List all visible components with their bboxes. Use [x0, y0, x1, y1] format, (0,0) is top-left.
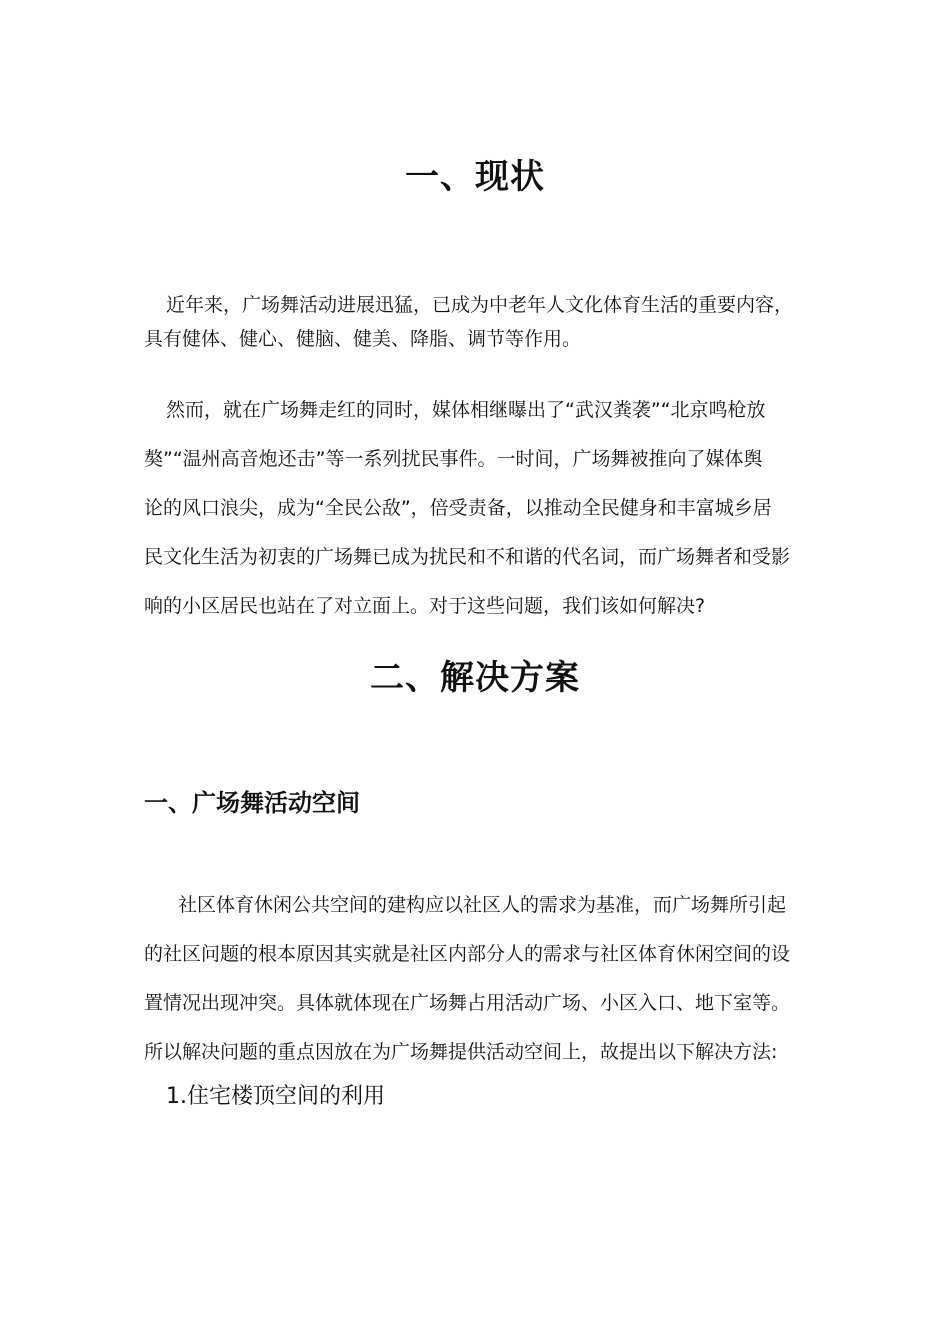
- paragraph-line: 獒”“温州高音炮还击”等一系列扰民事件。一时间，广场舞被推向了媒体舆: [144, 448, 763, 470]
- paragraph-line: 论的风口浪尖，成为“全民公敌”，倍受责备，以推动全民健身和丰富城乡居: [144, 497, 772, 519]
- paragraph-line: 然而，就在广场舞走红的同时，媒体相继曝出了“武汉粪袭”“北京鸣枪放: [166, 399, 766, 421]
- section-heading-status: 一、现状: [405, 157, 545, 197]
- subheading-activity-space: 一、广场舞活动空间: [144, 789, 360, 817]
- paragraph-line: 置情况出现冲突。具体就体现在广场舞占用活动广场、小区入口、地下室等。: [144, 992, 791, 1014]
- paragraph-line: 所以解决问题的重点因放在为广场舞提供活动空间上，故提出以下解决方法:: [144, 1041, 778, 1063]
- paragraph-intro: [144, 288, 804, 356]
- paragraph-line: 民文化生活为初衷的广场舞已成为扰民和不和谐的代名词，而广场舞者和受影: [144, 546, 791, 568]
- list-item-rooftop: 1.住宅楼顶空间的利用: [166, 1084, 385, 1109]
- paragraph-line: 响的小区居民也站在了对立面上。对于这些问题，我们该如何解决?: [144, 595, 706, 617]
- paragraph-space: [144, 881, 804, 1077]
- paragraph-line: 近年来，广场舞活动进展迅猛，已成为中老年人文化体育生活的重要内容，: [166, 294, 794, 316]
- paragraph-line: 社区体育休闲公共空间的建构应以社区人的需求为基准，而广场舞所引起: [178, 894, 787, 916]
- paragraph-line: 的社区问题的根本原因其实就是社区内部分人的需求与社区体育休闲空间的设: [144, 943, 791, 965]
- paragraph-conflict: [144, 386, 804, 631]
- section-heading-solution: 二、解决方案: [370, 658, 580, 698]
- paragraph-line: 具有健体、健心、健脑、健美、降脂、调节等作用。: [144, 328, 582, 350]
